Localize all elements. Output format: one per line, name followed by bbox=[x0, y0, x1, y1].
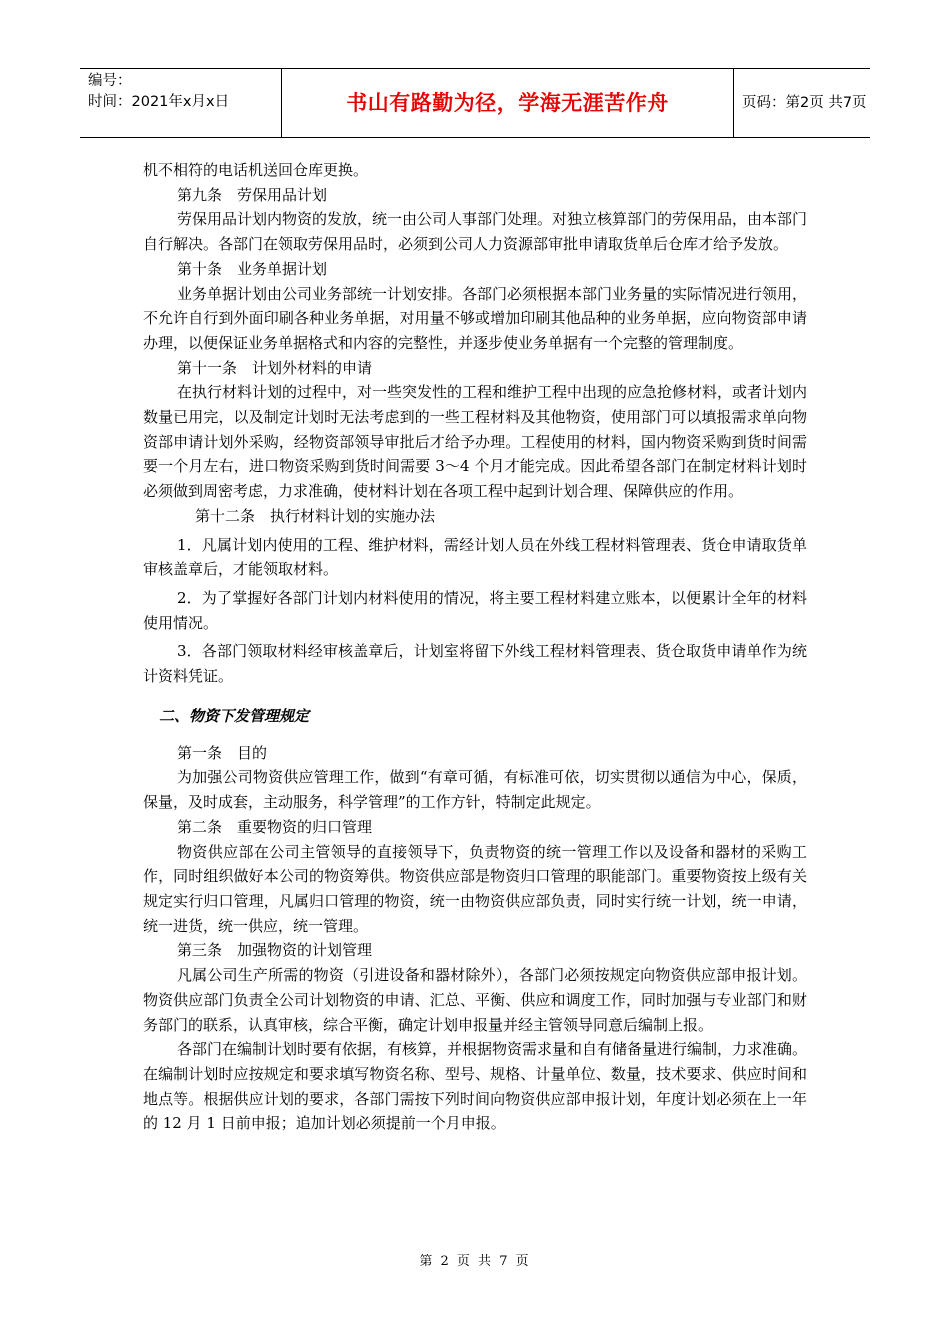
header-motto: 书山有路勤为径，学海无涯苦作舟 bbox=[282, 69, 734, 137]
header-info-cell bbox=[80, 69, 282, 137]
list-item-2: 2．为了掌握好各部门计划内材料使用的情况，将主要工程材料建立账本，以便累计全年的材料使用情况。 bbox=[143, 588, 807, 632]
paragraph: 业务单据计划由公司业务部统一计划安排。各部门必须根据本部门业务量的实际情况进行领用，不允许自行到外面印刷各种业务单据，对用量不够或增加印刷其他品种的业务单据，应向物资部申请办理，以便保证业务单据格式和内容的完整性，并逐步使业务单据有一个完整的管理制度。 bbox=[143, 284, 808, 352]
page-header bbox=[80, 68, 870, 138]
paragraph: 凡属公司生产所需的物资（引进设备和器材除外），各部门必须按规定向物资供应部申报计划。物资供应部门负责全公司计划物资的申请、汇总、平衡、供应和调度工作，同时加强与专业部门和财务部门的联系，认真审核，综合平衡，确定计划申报量并经主管领导同意后编制上报。 bbox=[143, 966, 807, 1034]
article-heading-10: 第十条 业务单据计划 bbox=[177, 259, 328, 278]
header-page-number: 页码：第2页 共7页 bbox=[742, 95, 867, 111]
paragraph: 劳保用品计划内物资的发放，统一由公司人事部门处理。对独立核算部门的劳保用品，由本部门自行解决。各部门在领取劳保用品时，必须到公司人力资源部审批申请取货单后仓库才给予发放。 bbox=[143, 210, 808, 254]
paragraph: 为加强公司物资供应管理工作，做到“有章可循，有标准可依，切实贯彻以通信为中心，保质，保量，及时成套，主动服务，科学管理”的工作方针，特制定此规定。 bbox=[143, 768, 807, 812]
list-item-3: 3．各部门领取材料经审核盖章后，计划室将留下外线工程材料管理表、货仓取货申请单作为统计资料凭证。 bbox=[143, 642, 807, 686]
article-heading-1: 第一条 目的 bbox=[177, 743, 268, 762]
section-heading: 二、物资下发管理规定 bbox=[159, 706, 310, 725]
paragraph: 各部门在编制计划时要有依据，有核算，并根据物资需求量和自有储备量进行编制，力求准确。在编制计划时应按规定和要求填写物资名称、型号、规格、计量单位、数量，技术要求、供应时间和地点等。根据供应计划的要求，各部门需按下列时间向物资供应部申报计划，年度计划必须在上一年的 12 月 1 日前申报；追加计划必须提前一个月申报。 bbox=[143, 1040, 808, 1133]
document-time-label: 时间：2021年x月x日 bbox=[88, 94, 230, 110]
article-heading-3: 第三条 加强物资的计划管理 bbox=[177, 941, 373, 960]
article-heading-2: 第二条 重要物资的归口管理 bbox=[177, 817, 373, 836]
paragraph-continuation: 机不相符的电话机送回仓库更换。 bbox=[143, 161, 369, 179]
article-heading-11: 第十一条 计划外材料的申请 bbox=[177, 358, 373, 377]
list-item-1: 1．凡属计划内使用的工程、维护材料，需经计划人员在外线工程材料管理表、货仓申请取货单审核盖章后，才能领取材料。 bbox=[143, 535, 807, 579]
paragraph: 在执行材料计划的过程中，对一些突发性的工程和维护工程中出现的应急抢修材料，或者计划内数量已用完，以及制定计划时无法考虑到的一些工程材料及其他物资，使用部门可以填报需求单向物资部申请计划外采购，经物资部领导审批后才给予办理。工程使用的材料，国内物资采购到货时间需要一个月左右，进口物资采购到货时间需要 3～4 个月才能完成。因此希望各部门在制定材料计划时必须做到周密考虑，力求准确，使材料计划在各项工程中起到计划合理、保障供应的作用。 bbox=[143, 383, 808, 501]
document-body bbox=[143, 158, 807, 1136]
article-heading-9: 第九条 劳保用品计划 bbox=[177, 185, 328, 204]
page-footer: 第 2 页 共 7 页 bbox=[419, 1254, 531, 1269]
paragraph: 物资供应部在公司主管领导的直接领导下，负责物资的统一管理工作以及设备和器材的采购工作，同时组织做好本公司的物资筹供。物资供应部是物资归口管理的职能部门。重要物资按上级有关规定实行归口管理，凡属归口管理的物资，统一由物资供应部负责，同时实行统一计划，统一申请，统一进货，统一供应，统一管理。 bbox=[143, 842, 807, 935]
article-heading-12: 第十二条 执行材料计划的实施办法 bbox=[195, 506, 436, 525]
document-code-label: 编号： bbox=[88, 73, 132, 89]
